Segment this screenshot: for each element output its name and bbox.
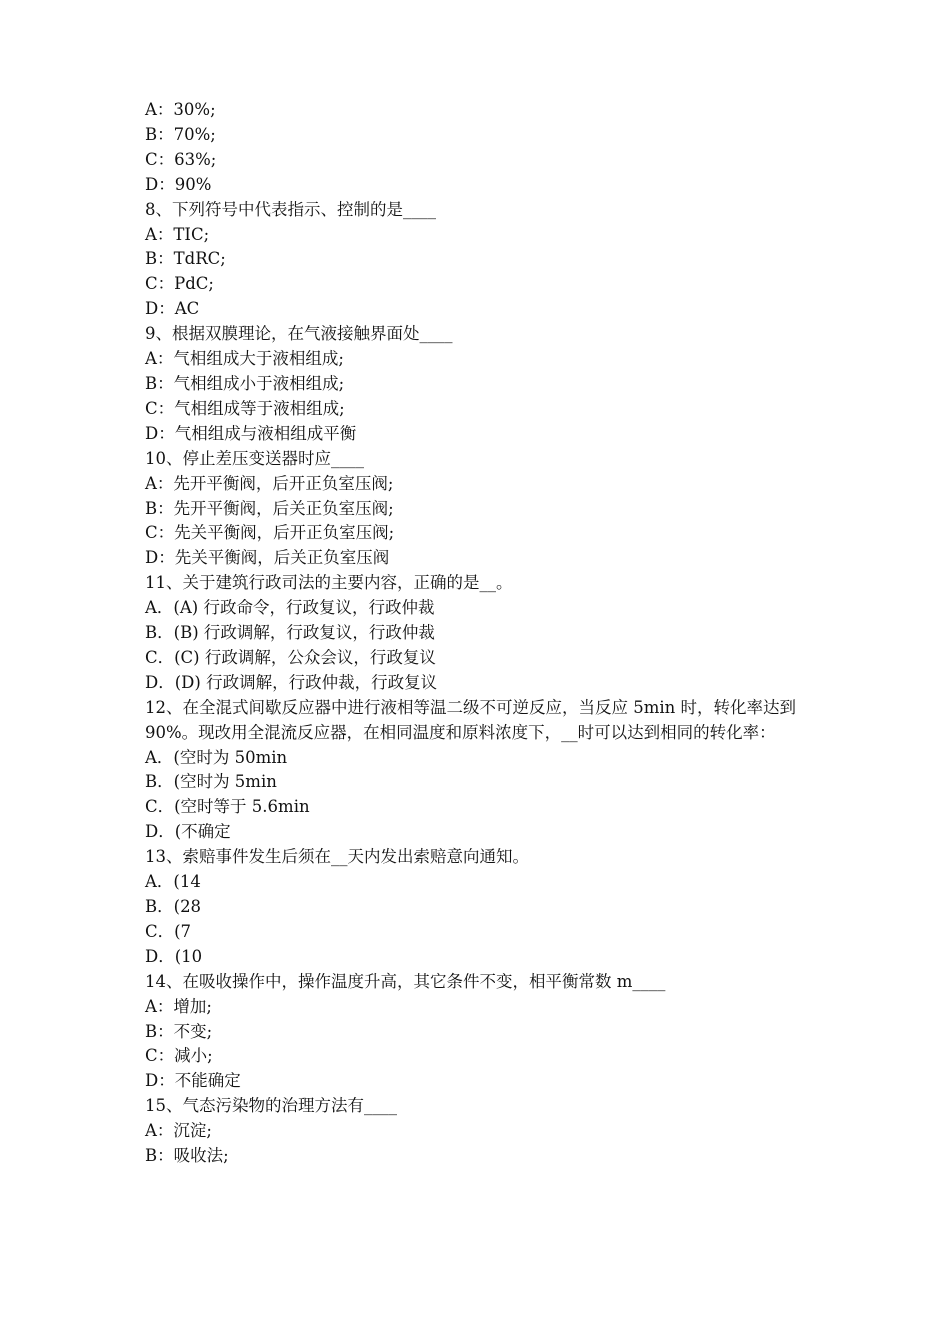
q10-option-b: B：先开平衡阀，后关正负室压阀; [145, 498, 394, 518]
q12-option-b: B．(空时为 5min [145, 772, 277, 792]
question-11: 11、关于建筑行政司法的主要内容，正确的是__。 [145, 573, 513, 593]
q12-option-d: D．(不确定 [145, 822, 231, 842]
question-14: 14、在吸收操作中，操作温度升高，其它条件不变，相平衡常数 m____ [145, 971, 666, 991]
question-12: 12、在全混式间歇反应器中进行液相等温二级不可逆反应，当反应 5min 时，转化率达到 90%。现改用全混流反应器，在相同温度和原料浓度下，__时可以达到相同的转化率： [145, 697, 797, 742]
q10-option-a: A：先开平衡阀，后开正负室压阀; [145, 473, 394, 493]
q9-option-a: A：气相组成大于液相组成; [145, 349, 344, 369]
q8-option-a: A：TIC; [145, 224, 210, 244]
q9-option-b: B：气相组成小于液相组成; [145, 373, 345, 393]
q11-option-d: D．(D) 行政调解，行政仲裁，行政复议 [145, 672, 438, 692]
q10-option-d: D：先关平衡阀，后关正负室压阀 [145, 548, 390, 568]
document-page [145, 98, 810, 1169]
q7-option-a: A：30%; [145, 100, 216, 119]
q12-option-c: C．(空时等于 5.6min [145, 797, 310, 817]
question-15: 15、气态污染物的治理方法有____ [145, 1096, 397, 1116]
q9-option-c: C：气相组成等于液相组成; [145, 398, 345, 418]
q7-option-c: C：63%; [145, 149, 217, 169]
question-8: 8、下列符号中代表指示、控制的是____ [145, 199, 436, 219]
q8-option-b: B：TdRC; [145, 249, 226, 269]
q15-option-b: B：吸收法; [145, 1146, 229, 1166]
q11-option-c: C．(C) 行政调解，公众会议，行政复议 [145, 647, 436, 667]
q13-option-a: A．(14 [145, 872, 201, 892]
q11-option-a: A．(A) 行政命令，行政复议，行政仲裁 [145, 598, 435, 618]
q10-option-c: C：先关平衡阀，后开正负室压阀; [145, 523, 395, 543]
question-10: 10、停止差压变送器时应____ [145, 448, 364, 468]
q13-option-c: C．(7 [145, 921, 192, 941]
q15-option-a: A：沉淀; [145, 1121, 212, 1141]
q14-option-d: D：不能确定 [145, 1071, 241, 1091]
q8-option-c: C：PdC; [145, 274, 214, 294]
q13-option-b: B．(28 [145, 897, 202, 916]
q13-option-d: D．(10 [145, 946, 203, 966]
q14-option-c: C：减小; [145, 1046, 213, 1066]
q9-option-d: D：气相组成与液相组成平衡 [145, 423, 357, 443]
question-9: 9、根据双膜理论，在气液接触界面处____ [145, 324, 453, 344]
q11-option-b: B．(B) 行政调解，行政复议，行政仲裁 [145, 623, 435, 643]
question-13: 13、索赔事件发生后须在__天内发出索赔意向通知。 [145, 847, 529, 867]
q8-option-d: D：AC [145, 299, 200, 319]
q14-option-a: A：增加; [145, 996, 212, 1016]
q12-option-a: A．(空时为 50min [145, 747, 288, 767]
q14-option-b: B：不变; [145, 1021, 213, 1041]
q7-option-d: D：90% [145, 174, 212, 194]
q7-option-b: B：70%; [145, 124, 216, 144]
